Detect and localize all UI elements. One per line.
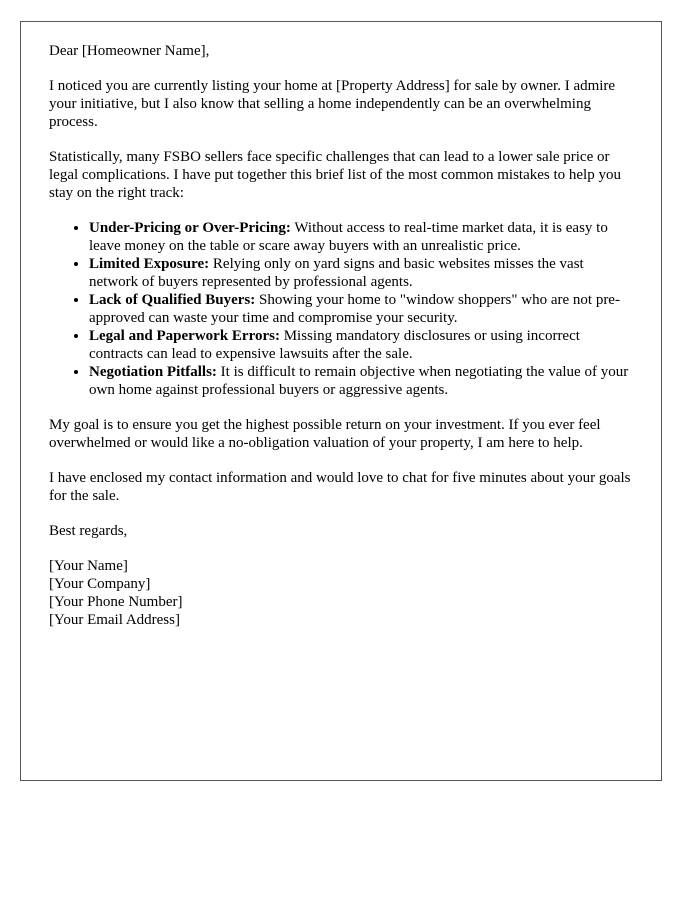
list-item	[89, 363, 632, 399]
intro-paragraph: I noticed you are currently listing your home at [Property Address] for sale by owner. I admire your initiative, but I also know that selling a home independently can be an overwhelming process.	[49, 78, 616, 130]
signoff: Best regards,	[49, 523, 128, 539]
mistake-title: Lack of Qualified Buyers:	[89, 292, 256, 308]
mistake-text: Showing your home to "window shoppers" who are not pre-approved can waste your time and compromise your security.	[89, 292, 620, 326]
signature-block	[49, 557, 632, 629]
sender-name: [Your Name]	[49, 558, 128, 574]
sender-email: [Your Email Address]	[49, 612, 180, 628]
letter	[20, 21, 662, 781]
sender-company: [Your Company]	[49, 576, 151, 592]
mistake-title: Negotiation Pitfalls:	[89, 364, 217, 380]
contact-paragraph: I have enclosed my contact information and would love to chat for five minutes about your goals for the sale.	[49, 470, 631, 504]
list-item	[89, 219, 632, 255]
mistake-title: Limited Exposure:	[89, 256, 210, 272]
mistake-text: Without access to real-time market data, it is easy to leave money on the table or scare away buyers with an unrealistic price.	[89, 220, 608, 254]
sender-phone: [Your Phone Number]	[49, 594, 183, 610]
greeting: Dear [Homeowner Name],	[49, 43, 210, 59]
mistake-title: Legal and Paperwork Errors:	[89, 328, 280, 344]
mistakes-list	[49, 219, 632, 399]
challenges-paragraph: Statistically, many FSBO sellers face specific challenges that can lead to a lower sale price or legal complications. I have put together this brief list of the most common mistakes to help you stay on the right track:	[49, 149, 621, 201]
mistake-text: Relying only on yard signs and basic websites misses the vast network of buyers represented by professional agents.	[89, 256, 584, 290]
mistake-text: Missing mandatory disclosures or using incorrect contracts can lead to expensive lawsuits after the sale.	[89, 328, 580, 362]
list-item	[89, 255, 632, 291]
mistake-text: It is difficult to remain objective when negotiating the value of your own home against professional buyers or aggressive agents.	[89, 364, 629, 398]
list-item	[89, 327, 632, 363]
list-item	[89, 291, 632, 327]
mistake-title: Under-Pricing or Over-Pricing:	[89, 220, 291, 236]
goal-paragraph: My goal is to ensure you get the highest possible return on your investment. If you ever feel overwhelmed or would like a no-obligation valuation of your property, I am here to help.	[49, 417, 601, 451]
